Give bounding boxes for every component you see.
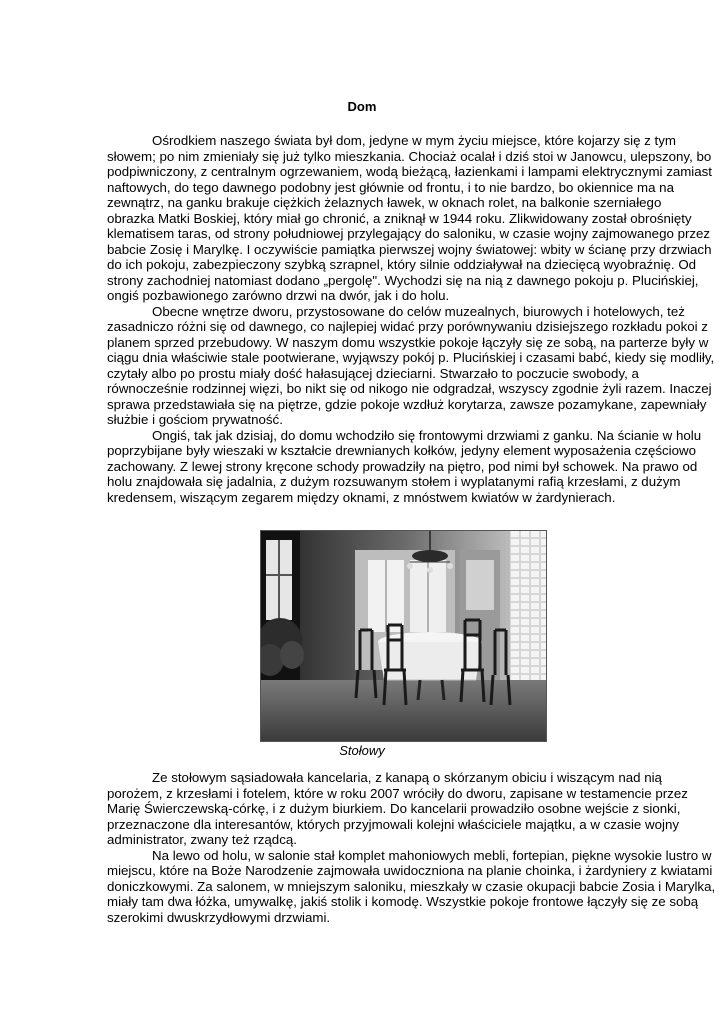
text-line: babcie Zosię i Marylkę. I oczywiście pamiątka pierwszej wojny światowej: wbity w ścianę przy drzwiach bbox=[107, 241, 712, 257]
text-line: przeznaczone dla interesantów, których przyjmowali kolejni właściciele majątku, a w czasie wojny bbox=[107, 816, 680, 832]
text-line: Ze stołowym sąsiadowała kancelaria, z kanapą o skórzanym obiciu i wiszącym nad nią bbox=[152, 770, 662, 785]
text-line: porożem, z krzesłami i fotelem, które w roku 2007 wróciły do dworu, zapisane w testamencie przez bbox=[107, 785, 688, 801]
text-line: zachowany. Z lewej strony kręcone schody prowadziły na piętro, pod nimi był schowek. Na prawo od bbox=[107, 458, 698, 474]
text-line: ciągu dnia właściwie stale pootwierane, wyjąwszy pokój p. Plucińskiej i czasami babć, kiedy się modliły, bbox=[107, 350, 715, 365]
text-line: kredensem, wiszącym zegarem między oknami, z mnóstwem kwiatów w żardynierach. bbox=[107, 489, 616, 505]
text-line: podpiwniczony, z centralnym ogrzewaniem, wodą bieżącą, łazienkami i lampami elektrycznymi zamiast bbox=[107, 164, 713, 179]
dining-room-photo bbox=[260, 530, 547, 742]
text-line: zasadniczo różni się od dawnego, co najlepiej widać przy porównywaniu dzisiejszego rozkładu pokoi z bbox=[107, 319, 708, 334]
text-line: Ośrodkiem naszego świata był dom, jedyne w mym życiu miejsce, które kojarzy się z tym bbox=[152, 133, 676, 148]
text-line: Ongiś, tak jak dzisiaj, do domu wchodziło się frontowymi drzwiami z ganku. Na ścianie w holu bbox=[152, 427, 702, 443]
text-line: zewnątrz, na ganku brakuje ciężkich żelaznych ławek, w oknach rolet, na balkonie szerniałego bbox=[107, 195, 662, 210]
text-line: holu znajdowała się jadalnia, z dużym rozsuwanym stołem i wyplatanymi rafią krzesłami, z dużym bbox=[107, 474, 681, 489]
text-line: sprawa przedstawiała się na piętrze, gdzie pokoje wzdłuż korytarza, zawsze pozamykane, zapewniały bbox=[107, 396, 707, 412]
text-line: klematisem taras, od strony południowej przylegający do saloniku, w czasie wojny zajmowanego przez bbox=[107, 226, 711, 241]
dining-room-photo-image bbox=[260, 530, 547, 742]
text-line: ongiś pozbawionego zarówno drzwi na dwór, jak i do holu. bbox=[107, 288, 450, 303]
text-line: doniczkowymi. Za salonem, w mniejszym saloniku, mieszkały w czasie okupacji babcie Zosia i Marylka, bbox=[107, 878, 716, 894]
text-line: równocześnie rodzinnej więzi, bo nikt się od nikogo nie odgradzał, wszyscy zgodnie żyli razem. Inaczej bbox=[107, 381, 712, 396]
text-line: poprzybijane były wieszaki w kształcie drewnianych kołków, jedyny element wyposażenia częściowo bbox=[107, 443, 697, 458]
text-line: miejscu, które na Boże Narodzenie zajmowała uwidoczniona na planie choinka, i żardyniery z kwiatami bbox=[107, 863, 713, 878]
section-1-text bbox=[107, 133, 724, 505]
photo-caption: Stołowy bbox=[339, 743, 385, 758]
text-line: miały tam dwa łóżka, umywalkę, jakiś stolik i komodę. Wszystkie pokoje frontowe łączyły się ze sobą bbox=[107, 894, 699, 909]
text-line: planem sprzed przebudowy. W naszym domu wszystkie pokoje łączyły się ze sobą, na parterze były w bbox=[107, 334, 709, 350]
text-line: służbie i gościom prywatność. bbox=[107, 412, 283, 427]
text-line: Marię Świerczewską-córkę, i z dużym biurkiem. Do kancelarii prowadziło osobne wejście z sionki, bbox=[107, 801, 681, 816]
text-line: Na lewo od holu, w salonie stał komplet mahoniowych mebli, fortepian, piękne wysokie lustro w bbox=[152, 847, 712, 863]
text-line: do ich pokoju, zabezpieczony szybką szrapnel, który silnie oddziaływał na dziecięcą wyobraźnię. Od bbox=[107, 257, 697, 272]
text-line: czytały albo po prostu miały dość hałasującej dzieciarni. Stwarzało to poczucie swobody, a bbox=[107, 365, 639, 381]
document-title: Dom bbox=[347, 99, 377, 114]
section-2-text bbox=[107, 770, 724, 925]
text-line: administrator, zwany też rządcą. bbox=[107, 832, 297, 847]
text-line: słowem; po nim zmieniały się już tylko mieszkania. Chociaż ocalał i dziś stoi w Janowcu, ulepszony, bo bbox=[107, 148, 712, 164]
text-line: obrazka Matki Boskiej, który miał go chronić, a zniknął w 1944 roku. Zlikwidowany został obrośnięty bbox=[107, 210, 692, 226]
text-line: strony zachodniej natomiast dodano „pergolę". Wychodzi się na nią z dawnego pokoju p. Plucińskiej, bbox=[107, 272, 699, 288]
text-line: naftowych, do tego dawnego podobny jest głównie od frontu, i to nie bardzo, bo okiennice ma na bbox=[107, 179, 674, 195]
text-line: szerokimi dwuskrzydłowymi drzwiami. bbox=[107, 909, 331, 925]
text-line: Obecne wnętrze dworu, przystosowane do celów muzealnych, biurowych i hotelowych, też bbox=[152, 303, 685, 319]
